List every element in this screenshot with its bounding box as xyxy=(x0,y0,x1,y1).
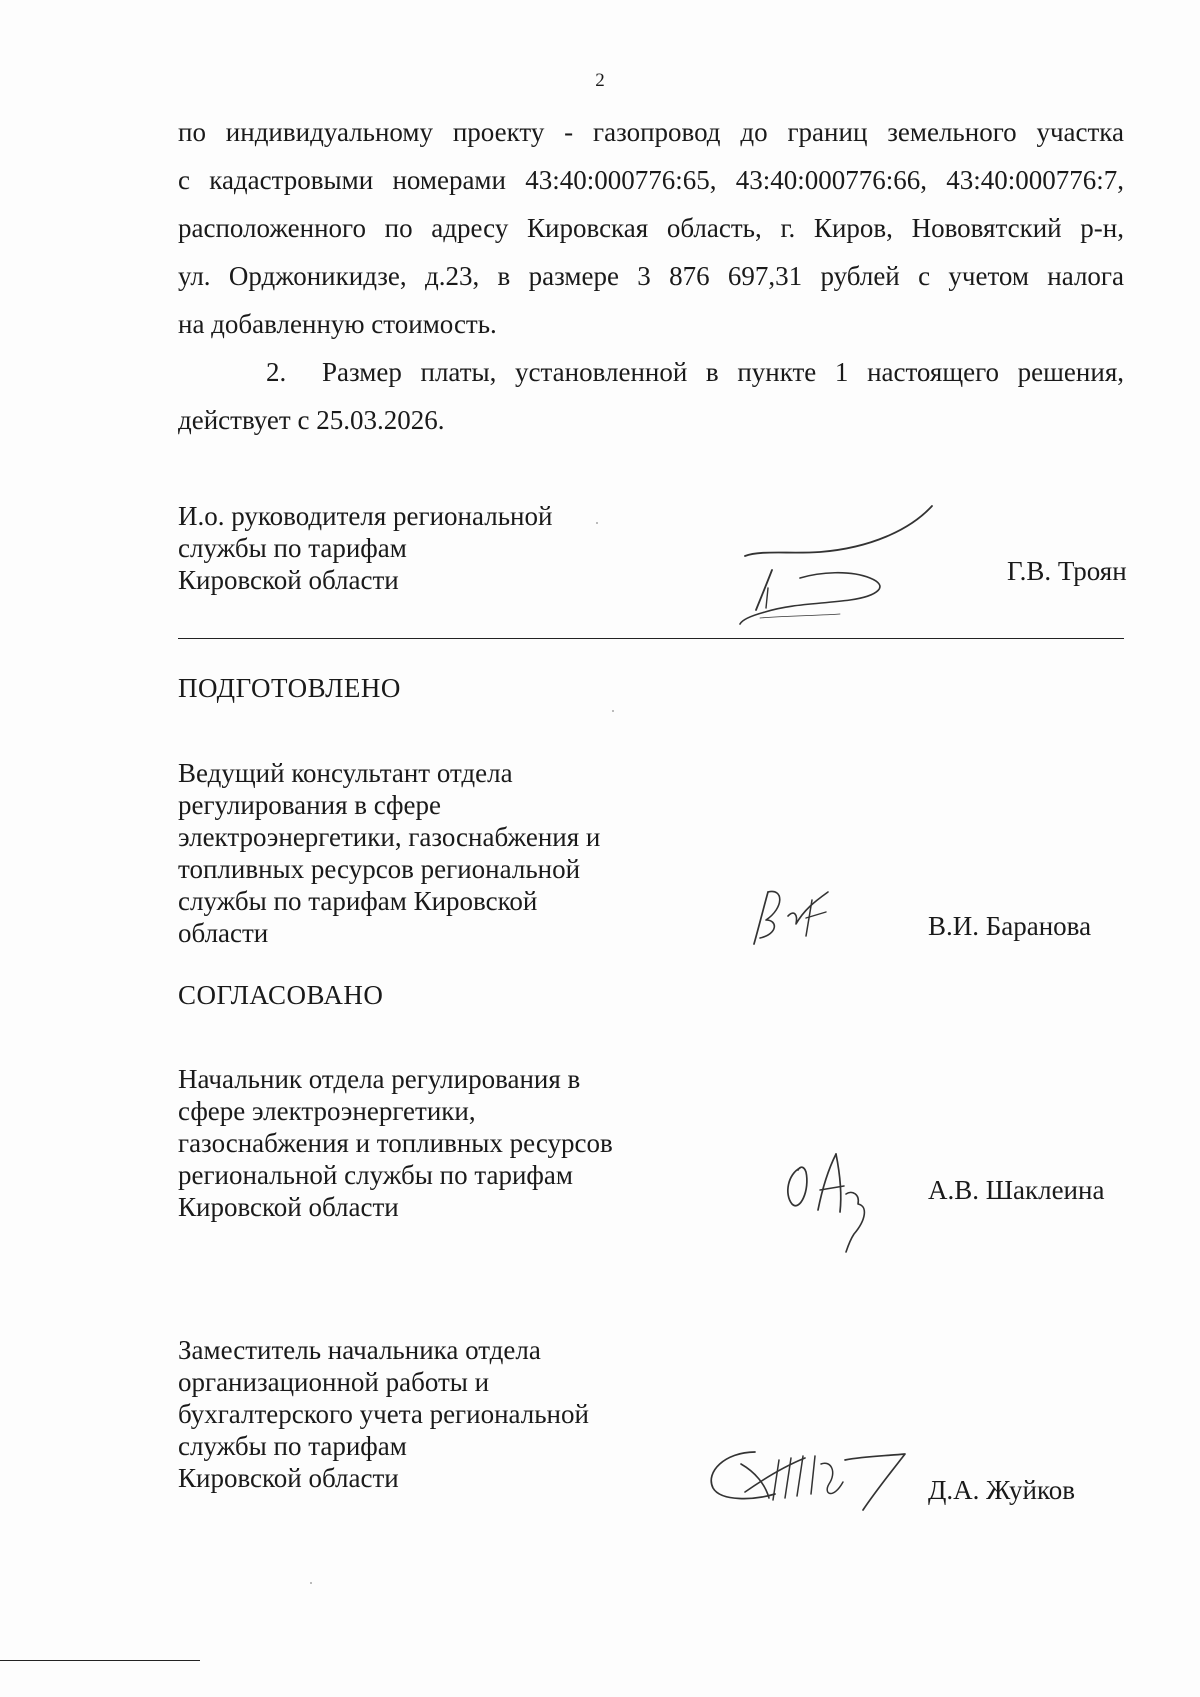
title-line: области xyxy=(178,918,269,948)
agreed-signatory-2-title xyxy=(178,1334,589,1494)
agreed-signature-2 xyxy=(695,1442,915,1522)
title-line: И.о. руководителя региональной xyxy=(178,501,553,531)
decision-text xyxy=(178,108,1124,444)
title-line: службы по тарифам xyxy=(178,1431,407,1461)
item-2-second-line: действует с 25.03.2026. xyxy=(178,405,445,435)
agreed-heading: СОГЛАСОВАНО xyxy=(178,980,384,1010)
title-line: топливных ресурсов региональной xyxy=(178,854,581,884)
head-signature xyxy=(720,500,940,630)
title-line: Заместитель начальника отдела xyxy=(178,1335,541,1365)
scan-speck xyxy=(612,710,614,712)
title-line: регулирования в сфере xyxy=(178,790,442,820)
title-line: электроэнергетики, газоснабжения и xyxy=(178,822,601,852)
body-line: расположенного по адресу Кировская область, г. Киров, Нововятский р-н, xyxy=(178,213,1124,243)
title-line: Кировской области xyxy=(178,565,399,595)
body-line: с кадастровыми номерами 43:40:000776:65, 43:40:000776:66, 43:40:000776:7, xyxy=(178,165,1124,195)
item-2-first-line xyxy=(178,348,1124,396)
title-line: организационной работы и xyxy=(178,1367,490,1397)
title-line: региональной службы по тарифам xyxy=(178,1160,573,1190)
title-line: бухгалтерского учета региональной xyxy=(178,1399,589,1429)
prepared-signature xyxy=(748,880,848,950)
prepared-signatory-name: В.И. Баранова xyxy=(928,911,1092,941)
title-line: сфере электроэнергетики, xyxy=(178,1096,476,1126)
item-2-number: 2. xyxy=(266,357,287,387)
item-2-text: Размер платы, установленной в пункте 1 настоящего решения, xyxy=(322,357,1124,387)
prepared-signatory-title xyxy=(178,757,600,949)
title-line: Ведущий консультант отдела xyxy=(178,758,513,788)
title-line: службы по тарифам xyxy=(178,533,407,563)
scan-speck xyxy=(310,1582,312,1584)
agreed-signatory-2-name: Д.А. Жуйков xyxy=(928,1475,1075,1505)
title-line: службы по тарифам Кировской xyxy=(178,886,538,916)
prepared-heading: ПОДГОТОВЛЕНО xyxy=(178,673,401,703)
head-signatory-name: Г.В. Троян xyxy=(1007,556,1127,586)
body-line: ул. Орджоникидзе, д.23, в размере 3 876 697,31 рублей с учетом налога xyxy=(178,261,1124,291)
agreed-signature-1 xyxy=(780,1150,890,1260)
separator-line xyxy=(178,638,1124,639)
footnote-rule xyxy=(0,1660,200,1661)
scan-speck xyxy=(596,522,598,524)
agreed-signatory-1-name: А.В. Шаклеина xyxy=(928,1175,1105,1205)
agreed-signatory-1-title xyxy=(178,1063,613,1223)
title-line: Начальник отдела регулирования в xyxy=(178,1064,581,1094)
body-line: на добавленную стоимость. xyxy=(178,309,497,339)
head-signatory-title xyxy=(178,500,552,596)
page-number: 2 xyxy=(595,70,605,91)
title-line: Кировской области xyxy=(178,1463,399,1493)
title-line: газоснабжения и топливных ресурсов xyxy=(178,1128,613,1158)
body-line: по индивидуальному проекту - газопровод до границ земельного участка xyxy=(178,117,1124,147)
title-line: Кировской области xyxy=(178,1192,399,1222)
